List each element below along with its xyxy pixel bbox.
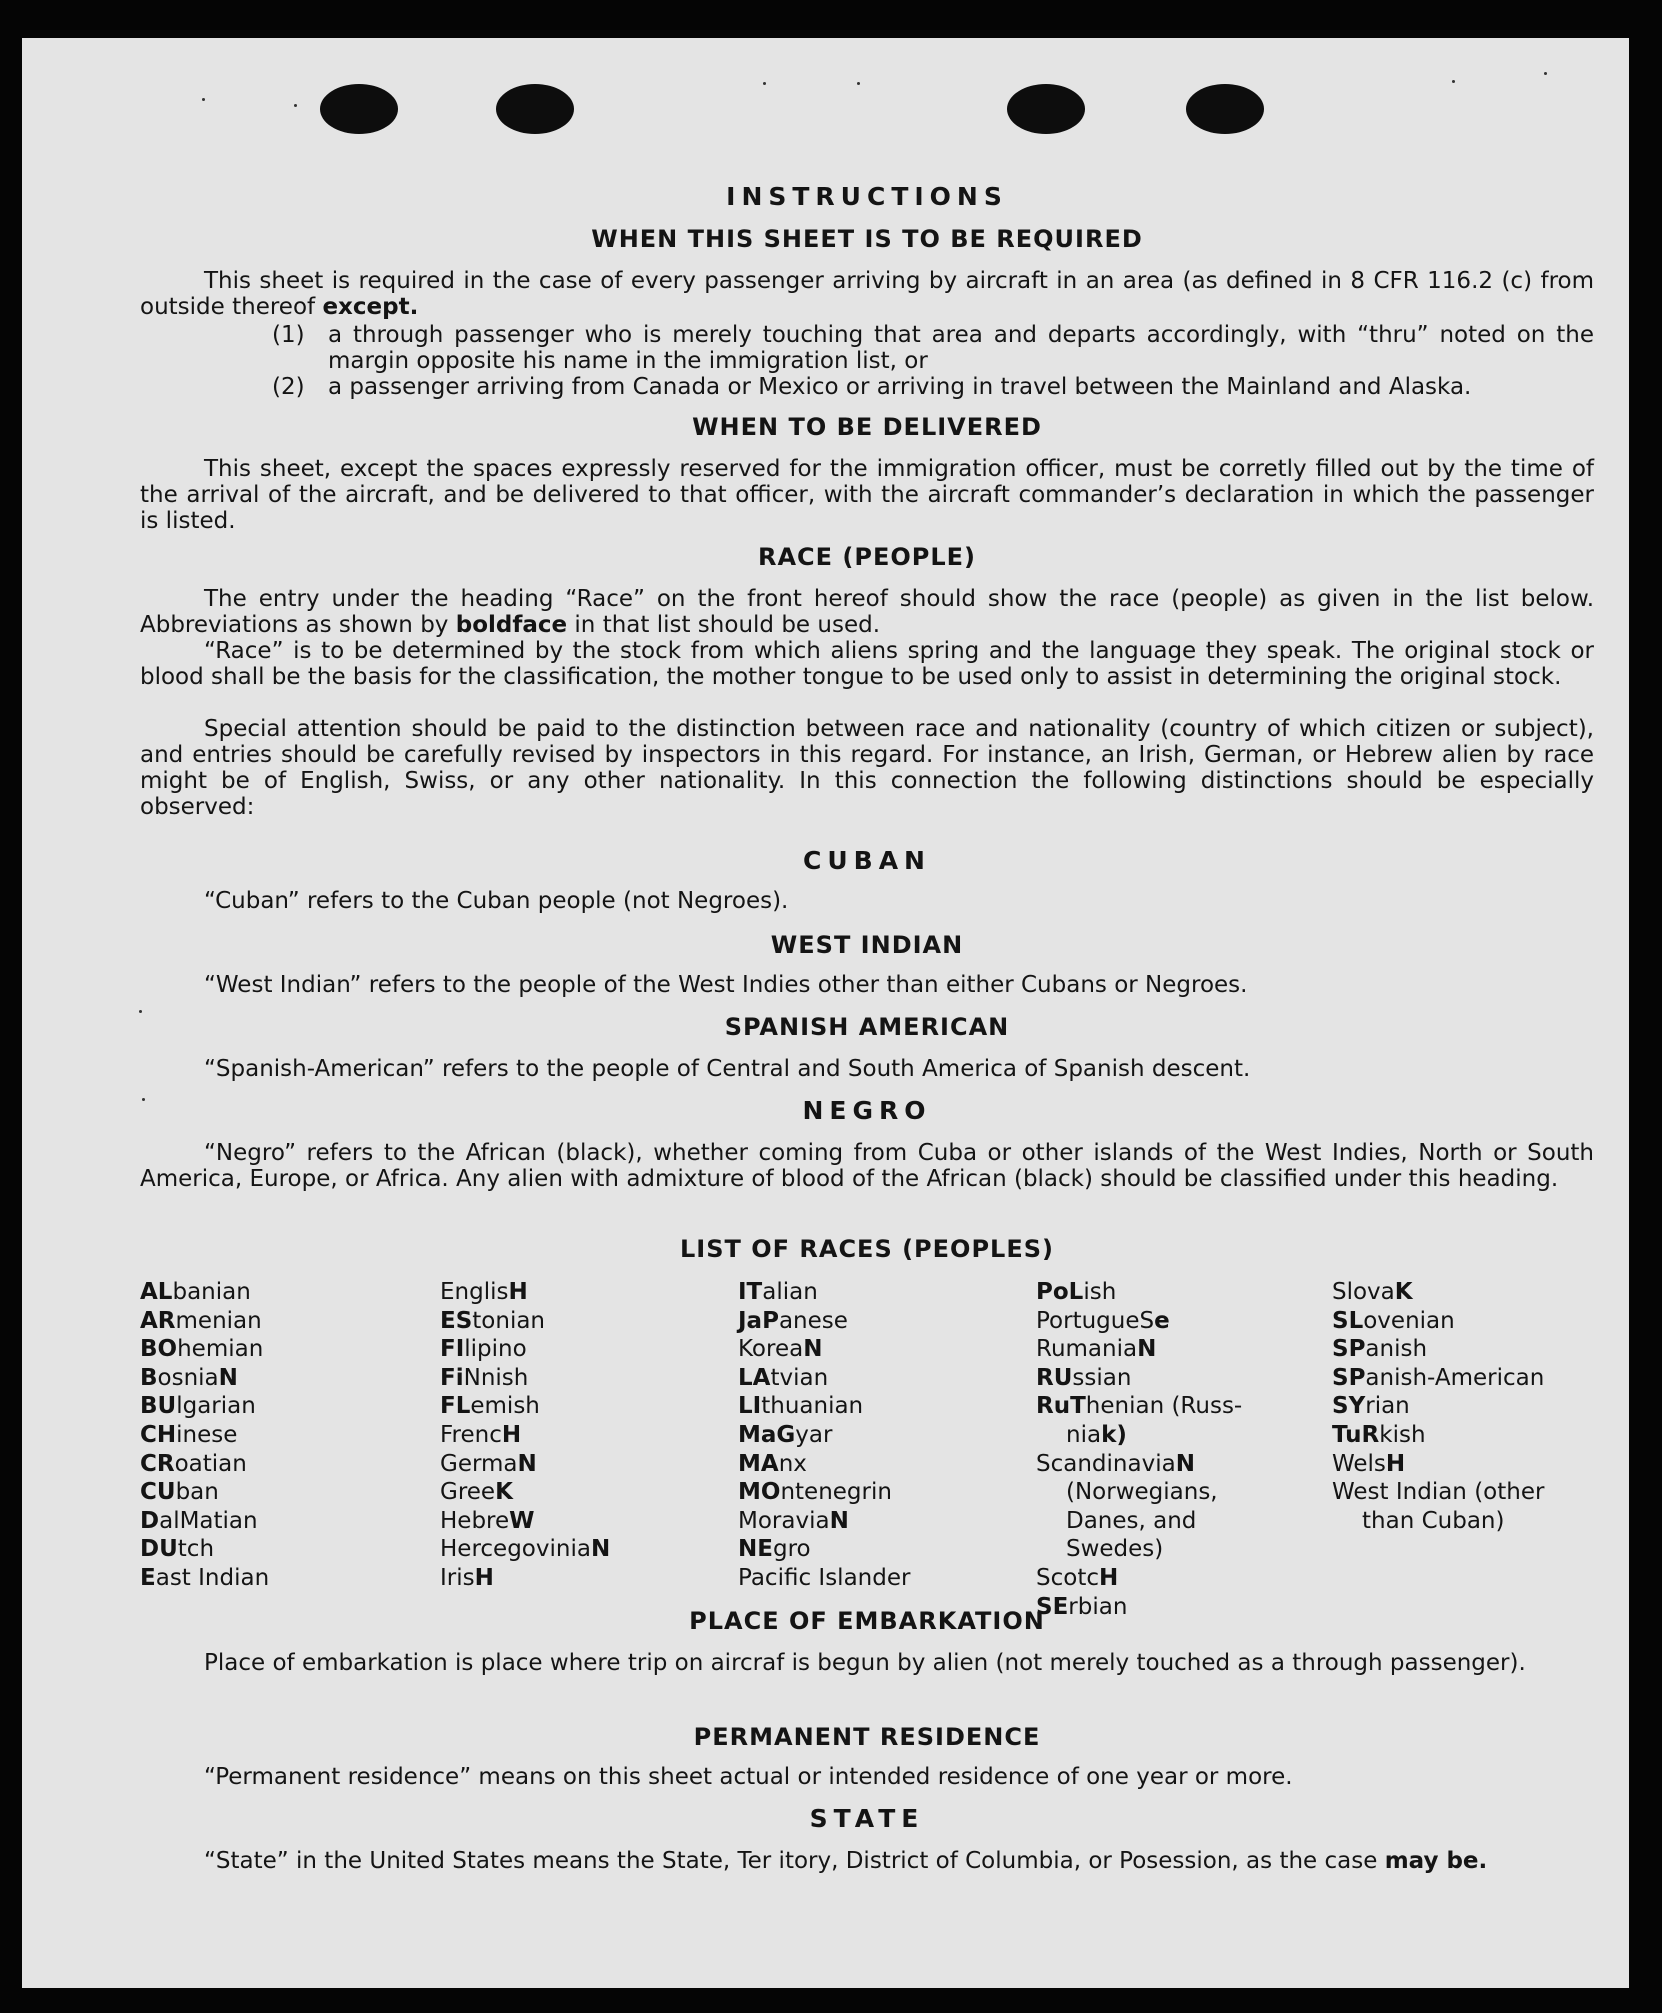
race-entry: HebreW [440,1507,535,1534]
race-entry: Swedes) [1066,1536,1164,1563]
speck [857,82,860,85]
race-entry: ScotcH [1036,1564,1119,1591]
race-entry: SlovaK [1332,1279,1413,1305]
race-entry: MaGyar [738,1421,833,1448]
race-entry: DUtch [140,1536,215,1563]
west-indian-heading: WEST INDIAN [770,931,964,959]
race-entry: SPanish-American [1332,1364,1545,1391]
race-heading: RACE (PEOPLE) [757,543,977,571]
race-paragraph-1: The entry under the heading “Race” on the front hereof should show the race (people) as given in the list below. Abbreviations as shown by boldface in that list should be used. [140,586,1594,638]
race-entry: LAtvian [738,1364,829,1391]
race-entry: JaPanese [738,1307,848,1334]
speck [202,98,205,101]
cuban-text: “Cuban” refers to the Cuban people (not Negroes). [204,888,789,914]
race-entry: than Cuban) [1362,1507,1505,1534]
race-entry: CHinese [140,1421,238,1448]
speck [1452,80,1455,83]
race-entry: GreeK [440,1479,513,1506]
race-entry: MOntenegrin [738,1479,892,1506]
race-entry: ScandinaviaN [1036,1450,1195,1477]
race-entry: SYrian [1332,1393,1410,1420]
race-entry: MoraviaN [738,1507,849,1534]
race-entry: CRoatian [140,1450,247,1477]
race-list [140,1278,1594,1628]
when-delivered-text: This sheet, except the spaces expressly reserved for the immigration officer, must be corretly filled out by the time of the arrival of the aircraft, and be delivered to that officer, with the aircraft commander’s declaration in which the passenger is listed. [140,456,1594,534]
race-entry: CUban [140,1479,219,1506]
race-entry: PoLish [1036,1279,1117,1305]
state-heading: STATE [809,1804,925,1833]
race-entry: Pacific Islander [738,1564,911,1591]
permanent-residence-text: “Permanent residence” means on this sheet actual or intended residence of one year or more. [204,1764,1293,1790]
race-column-2 [440,1278,730,1593]
race-paragraph-2: “Race” is to be determined by the stock from which aliens spring and the language they speak. The original stock or blood shall be the basis for the classification, the mother tongue to be used only to assist in determining the original stock. [140,638,1594,690]
speck [763,82,766,85]
race-entry: ALbanian [140,1279,251,1305]
negro-heading: NEGRO [802,1096,932,1125]
race-entry: SLovenian [1332,1307,1455,1334]
list-of-races-heading: LIST OF RACES (PEOPLES) [680,1235,1054,1263]
race-entry: RUssian [1036,1364,1132,1391]
race-entry: HercegoviniaN [440,1536,611,1563]
permanent-residence-heading: PERMANENT RESIDENCE [693,1723,1041,1751]
spanish-american-heading: SPANISH AMERICAN [724,1013,1010,1041]
race-entry: niak) [1066,1421,1127,1448]
race-entry: East Indian [140,1564,270,1591]
race-entry: KoreaN [738,1336,823,1363]
race-entry: GermaN [440,1450,537,1477]
state-text: “State” in the United States means the State, Ter itory, District of Columbia, or Posession, as the case may be. [204,1848,1488,1874]
race-entry: BOhemian [140,1336,264,1363]
race-entry: RumaniaN [1036,1336,1157,1363]
speck [139,1010,142,1013]
when-required-heading: WHEN THIS SHEET IS TO BE REQUIRED [591,225,1143,253]
document-page: INSTRUCTIONS WHEN THIS SHEET IS TO BE REQUIRED This sheet is required in the case of every passenger arriving by aircraft in an area (as defined in 8 CFR 116.2 (c) from outside thereof except. (1) a through passenger who is merely touching that area and departs accordingly, with “thru” noted on the margin opposite his name in the immigration list, or (2) a passenger arriving from Canada or Mexico or arriving in travel between the Mainland and Alaska. WHEN TO BE DELIVERED This sheet, except the spaces expressly reserved for the immigration officer, must be corretly filled out by the time of the arrival of the aircraft, and be delivered to that officer, with the aircraft commander’s declaration in which the passenger is listed. RACE (PEOPLE) The entry under the heading “Race” on the front hereof should show the race (people) as given in the list below. Abbreviations as shown by boldface in that list should be used. “Race” is to be determined by the stock from which aliens spring and the language they speak. The original stock or blood shall be the basis for the classification, the mother tongue to be used only to assist in determining the original stock. Special attention should be paid to the distinction between race and nationality (country of which citizen or subject), and entries should be carefully revised by inspectors in this regard. For instance, an Irish, German, or Hebrew alien by race might be of English, Swiss, or any other nationality. In this connection the following distinctions should be especially observed: CUBAN “Cuban” refers to the Cuban people (not Negroes). WEST INDIAN “West Indian” refers to the people of the West Indies other than either Cubans or Negroes. SPANISH AMERICAN “Spanish-American” refers to the people of Central and South America of Spanish descent. NEGRO “Negro” refers to the African (black), whether coming from Cuba or other islands of the West Indies, North or South America, Europe, or Africa. Any alien with admixture of blood of the African (black) should be classified under this heading. LIST OF RACES (PEOPLES) ALbanian ARmenian BOhemian BosniaN BUlgarian CHinese CRoatian CUban DalMatian DUtch East Indian EnglisH EStonian FIlipino FiNnish FLemish FrencH GermaN GreeK HebreW HercegoviniaN IrisH ITalian JaPanese KoreaN LAtvian LIthuanian MaGyar MAnx MOntenegrin MoraviaN NEgro Pacific Islander PoLish PortugueSe RumaniaN RUssian RuThenian (Russ- niak) ScandinaviaN (Norwegians, Danes, and Swedes) ScotcH SErbian SlovaK SLovenian SPanish SPanish-American SYrian TuRkish WelsH West Indian (other than Cuban) PLACE OF EMBARKATION Place of embarkation is place where trip on aircraf is begun by alien (not merely touched as a through passenger). PERMANENT RESIDENCE “Permanent residence” means on this sheet actual or intended residence of one year or more. STATE “State” in the United States means the State, Ter itory, District of Columbia, or Posession, as the case may be. [22,38,1629,1988]
race-entry: (Norwegians, [1066,1479,1218,1506]
race-entry: BosniaN [140,1364,238,1391]
race-column-5 [1332,1278,1622,1535]
race-entry: FiNnish [440,1364,529,1391]
race-entry: RuThenian (Russ- [1036,1393,1243,1420]
race-entry: ITalian [738,1279,818,1305]
speck [294,104,297,107]
race-column-1 [140,1278,430,1593]
negro-text: “Negro” refers to the African (black), whether coming from Cuba or other islands of the West Indies, North or South America, Europe, or Africa. Any alien with admixture of blood of the African (black) should be classified under this heading. [140,1140,1594,1192]
race-entry: SErbian [1036,1593,1128,1620]
punch-hole [496,84,574,134]
race-entry: LIthuanian [738,1393,864,1420]
race-entry: MAnx [738,1450,807,1477]
race-entry: Danes, and [1066,1507,1197,1534]
race-entry: FIlipino [440,1336,527,1363]
race-entry: DalMatian [140,1507,258,1534]
when-required-intro: This sheet is required in the case of every passenger arriving by aircraft in an area (as defined in 8 CFR 116.2 (c) from outside thereof except. [140,268,1594,320]
race-column-4 [1036,1278,1326,1621]
when-delivered-heading: WHEN TO BE DELIVERED [692,413,1042,441]
cuban-heading: CUBAN [803,846,931,875]
place-of-embarkation-heading: PLACE OF EMBARKATION [689,1607,1045,1635]
race-entry: NEgro [738,1536,811,1563]
race-entry: BUlgarian [140,1393,256,1420]
race-entry: FrencH [440,1421,522,1448]
race-entry: FLemish [440,1393,540,1420]
speck [1544,72,1547,75]
race-entry: ARmenian [140,1307,262,1334]
race-entry: PortugueSe [1036,1307,1170,1334]
race-column-3 [738,1278,1028,1593]
race-entry: WelsH [1332,1450,1406,1477]
race-entry: TuRkish [1332,1421,1426,1448]
race-entry: EnglisH [440,1279,528,1305]
race-entry: West Indian (other [1332,1479,1545,1506]
race-paragraph-3: Special attention should be paid to the distinction between race and nationality (country of which citizen or subject), and entries should be carefully revised by inspectors in this regard. For instance, an Irish, German, or Hebrew alien by race might be of English, Swiss, or any other nationality. In this connection the following distinctions should be especially observed: [140,716,1594,820]
race-entry: IrisH [440,1564,494,1591]
race-entry: SPanish [1332,1336,1428,1363]
place-of-embarkation-text: Place of embarkation is place where trip on aircraf is begun by alien (not merely touched as a through passenger). [204,1650,1526,1676]
race-entry: EStonian [440,1307,546,1334]
spanish-american-text: “Spanish-American” refers to the people of Central and South America of Spanish descent. [204,1056,1251,1082]
punch-hole [1007,84,1085,134]
west-indian-text: “West Indian” refers to the people of the West Indies other than either Cubans or Negroes. [204,972,1248,998]
punch-hole [1186,84,1264,134]
instructions-heading: INSTRUCTIONS [726,182,1008,211]
punch-hole [320,84,398,134]
